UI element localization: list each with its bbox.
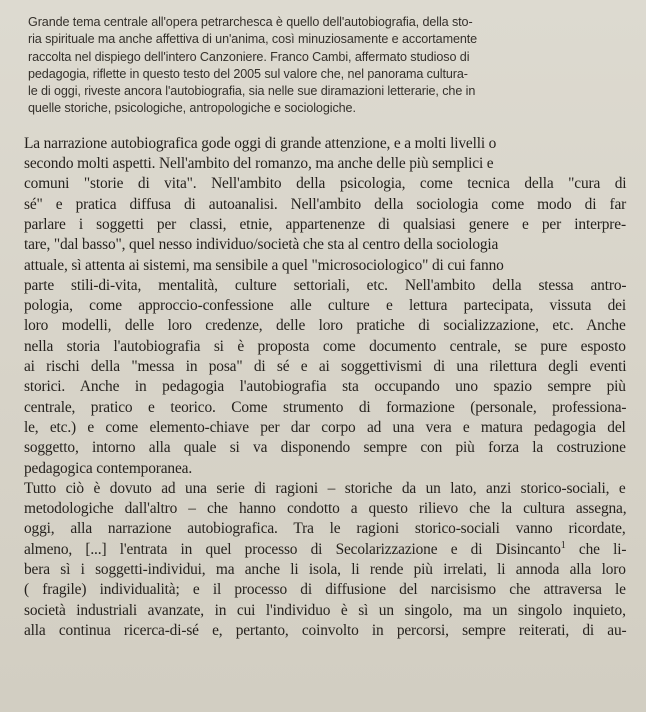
text-line: comuni "storie di vita". Nell'ambito della psicologia, come tecnica della "cura di bbox=[24, 175, 627, 193]
intro-line: Grande tema centrale all'opera petrarchesca è quello dell'autobiografia, della sto- bbox=[28, 15, 473, 29]
text-line: ai rischi della "messa in posa" di sé e ai soggettivismi di una rilettura degli eventi bbox=[24, 358, 627, 376]
text-line: parte stili-di-vita, mentalità, culture settoriali, etc. Nell'ambito della stessa antro- bbox=[24, 276, 627, 294]
text-line-with-footnote bbox=[24, 540, 626, 560]
footnote-marker: 1 bbox=[560, 539, 566, 551]
text-line: bera sì i soggetti-individui, ma anche li isola, li rende più irrelati, li annoda alla loro bbox=[24, 561, 626, 579]
intro-paragraph bbox=[28, 14, 626, 118]
text-line: tare, "dal basso", quel nesso individuo/società che sta al centro della sociologia bbox=[24, 236, 499, 254]
text-line: centrale, pratico e teorico. Come strumento di formazione (personale, professiona- bbox=[24, 398, 627, 416]
text-line: storici. Anche in pedagogia l'autobiografia sta occupando uno spazio sempre più bbox=[24, 378, 626, 396]
text-line: sé" e pratica diffusa di autoanalisi. Nell'ambito della sociologia come modo di far bbox=[24, 195, 627, 213]
body-paragraph-2 bbox=[24, 479, 626, 641]
text-line: parlare i soggetti per classi, etnie, appartenenze di qualsiasi genere e per interpre- bbox=[24, 215, 626, 233]
text-line: loro modelli, delle loro credenze, delle loro pratiche di socializzazione, etc. Anche bbox=[24, 317, 626, 335]
text-segment: almeno, [...] l'entrata in quel processo di Secolarizzazione e di Disincanto bbox=[24, 540, 561, 558]
intro-line: ria spirituale ma anche affettiva di un'anima, così minuziosamente e accortamente bbox=[28, 32, 478, 47]
text-line: pologia, come approccio-confessione alle culture e lettura partecipata, vissuta dei bbox=[24, 297, 626, 315]
text-segment: che li- bbox=[565, 540, 627, 558]
text-line: secondo molti aspetti. Nell'ambito del romanzo, ma anche delle più semplici e bbox=[24, 155, 494, 173]
text-line: alla continua ricerca-di-sé e, pertanto, coinvolto in percorsi, sempre reiterati, di au- bbox=[24, 621, 627, 639]
intro-line: raccolta nel dispiego dell'intero Canzoniere. Franco Cambi, affermato studioso di bbox=[28, 49, 470, 64]
intro-line: quelle storiche, psicologiche, antropologiche e sociologiche. bbox=[28, 101, 356, 116]
intro-line: pedagogia, riflette in questo testo del 2005 sul valore che, nel panorama cultura- bbox=[28, 66, 468, 81]
text-line: attuale, sì attenta ai sistemi, ma sensibile a quel "microsociologico" di cui fanno bbox=[24, 256, 504, 274]
text-line: società industriali avanzate, in cui l'individuo è sì un singolo, ma un singolo inquieto, bbox=[24, 601, 626, 619]
text-line: nella storia l'autobiografia si è proposta come documento centrale, se pure esposto bbox=[24, 337, 626, 355]
body-paragraph-1 bbox=[24, 134, 626, 479]
intro-line: le di oggi, riveste ancora l'autobiografia, sia nelle sue diramazioni letterarie, che in bbox=[28, 84, 476, 99]
text-line: La narrazione autobiografica gode oggi di grande attenzione, e a molti livelli o bbox=[24, 134, 497, 152]
text-line: oggi, alla narrazione autobiografica. Tra le ragioni storico-sociali vanno ricordate, bbox=[24, 520, 626, 538]
text-line: pedagogica contemporanea. bbox=[24, 459, 193, 477]
text-line: le, etc.) e come elemento-chiave per dar corpo ad una vera e matura pedagogia del bbox=[24, 418, 626, 436]
text-line: metodologiche dall'altro – che hanno condotto a questo rilievo che la cultura assegna, bbox=[24, 500, 627, 518]
text-line: Tutto ciò è dovuto ad una serie di ragioni – storiche da un lato, anzi storico-sociali, e bbox=[24, 479, 626, 497]
text-line: soggetto, intorno alla quale si va disponendo sempre con più forza la costruzione bbox=[24, 439, 626, 457]
text-line: ( fragile) individualità; e il processo di diffusione del narcisismo che attraversa le bbox=[24, 581, 626, 599]
